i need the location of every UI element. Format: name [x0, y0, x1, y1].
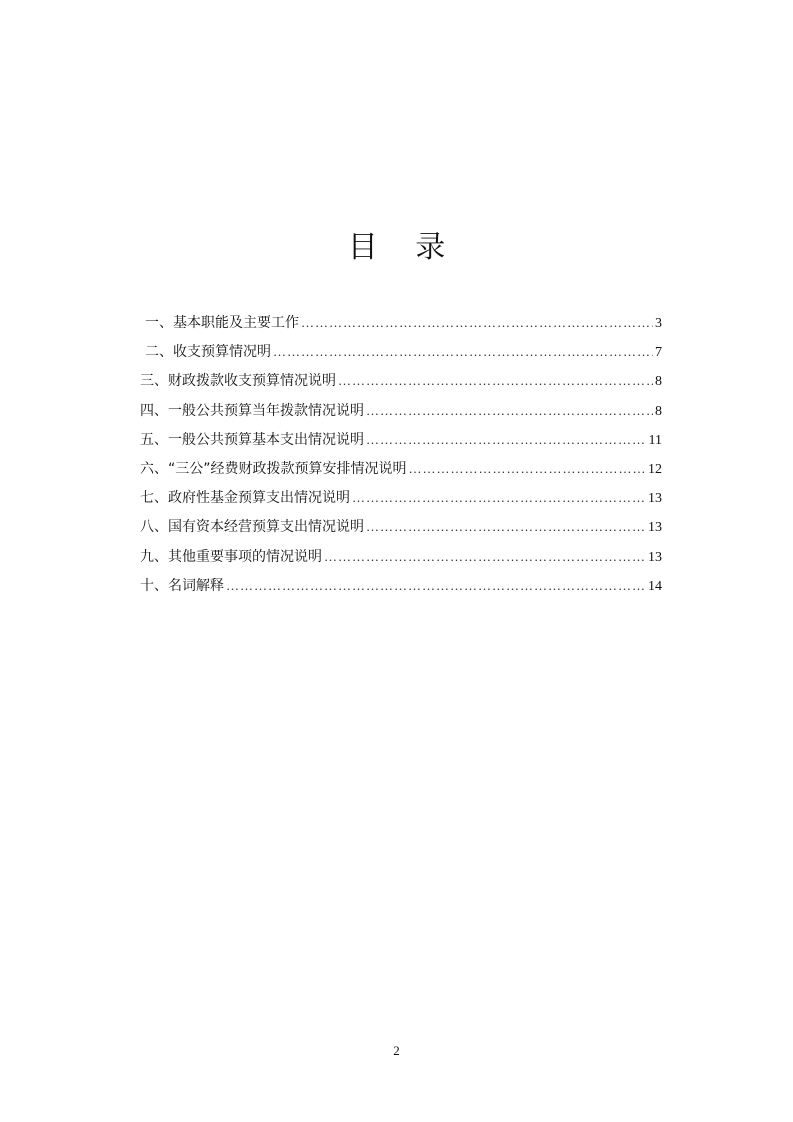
toc-dot-leader — [352, 487, 646, 509]
toc-dot-leader — [273, 341, 653, 363]
toc-entry-page: 8 — [655, 403, 662, 419]
toc-entry[interactable] — [140, 341, 662, 370]
toc-entry-page: 13 — [648, 491, 662, 507]
toc-entry-page: 11 — [648, 432, 662, 448]
toc-dot-leader — [409, 458, 646, 480]
toc-dot-leader — [226, 575, 646, 597]
toc-entry-label: 八、国有资本经营预算支出情况说明 — [140, 519, 364, 536]
toc-entry-page: 13 — [648, 549, 662, 565]
toc-entry[interactable] — [140, 516, 662, 545]
toc-dot-leader — [366, 516, 646, 538]
toc-entry-label: 七、政府性基金预算支出情况说明 — [140, 490, 350, 507]
toc-dot-leader — [366, 429, 647, 451]
toc-entry-label: 九、其他重要事项的情况说明 — [140, 548, 322, 565]
toc-entry-label: 十、名词解释 — [140, 577, 224, 594]
table-of-contents — [140, 312, 662, 604]
toc-entry-label: 一、基本职能及主要工作 — [145, 315, 299, 331]
toc-entry[interactable] — [140, 458, 662, 487]
toc-entry-page: 3 — [655, 316, 662, 331]
toc-entry-label: 四、一般公共预算当年拨款情况说明 — [140, 402, 364, 419]
toc-entry-label: 二、收支预算情况明 — [145, 344, 271, 361]
toc-entry-page: 13 — [648, 520, 662, 536]
toc-dot-leader — [324, 546, 646, 568]
toc-entry-page: 7 — [655, 345, 662, 361]
toc-dot-leader — [366, 400, 653, 422]
toc-dot-leader — [338, 370, 653, 392]
toc-entry[interactable] — [140, 400, 662, 429]
toc-entry-page: 14 — [648, 578, 662, 594]
toc-entry[interactable] — [140, 575, 662, 604]
toc-entry[interactable] — [140, 429, 662, 458]
toc-entry[interactable] — [140, 370, 662, 399]
toc-entry-label: 六、“三公”经费财政拨款预算安排情况说明 — [140, 460, 407, 477]
toc-entry[interactable] — [140, 546, 662, 575]
page-number: 2 — [393, 1043, 400, 1058]
toc-entry-label: 三、财政拨款收支预算情况说明 — [140, 373, 336, 390]
toc-dot-leader — [301, 312, 653, 334]
toc-entry[interactable] — [140, 487, 662, 516]
page-title: 目 录 — [347, 230, 460, 265]
toc-entry-label: 五、一般公共预算基本支出情况说明 — [140, 431, 364, 448]
toc-entry-page: 8 — [655, 374, 662, 390]
toc-entry-page: 12 — [648, 461, 662, 477]
toc-entry[interactable] — [140, 312, 662, 341]
